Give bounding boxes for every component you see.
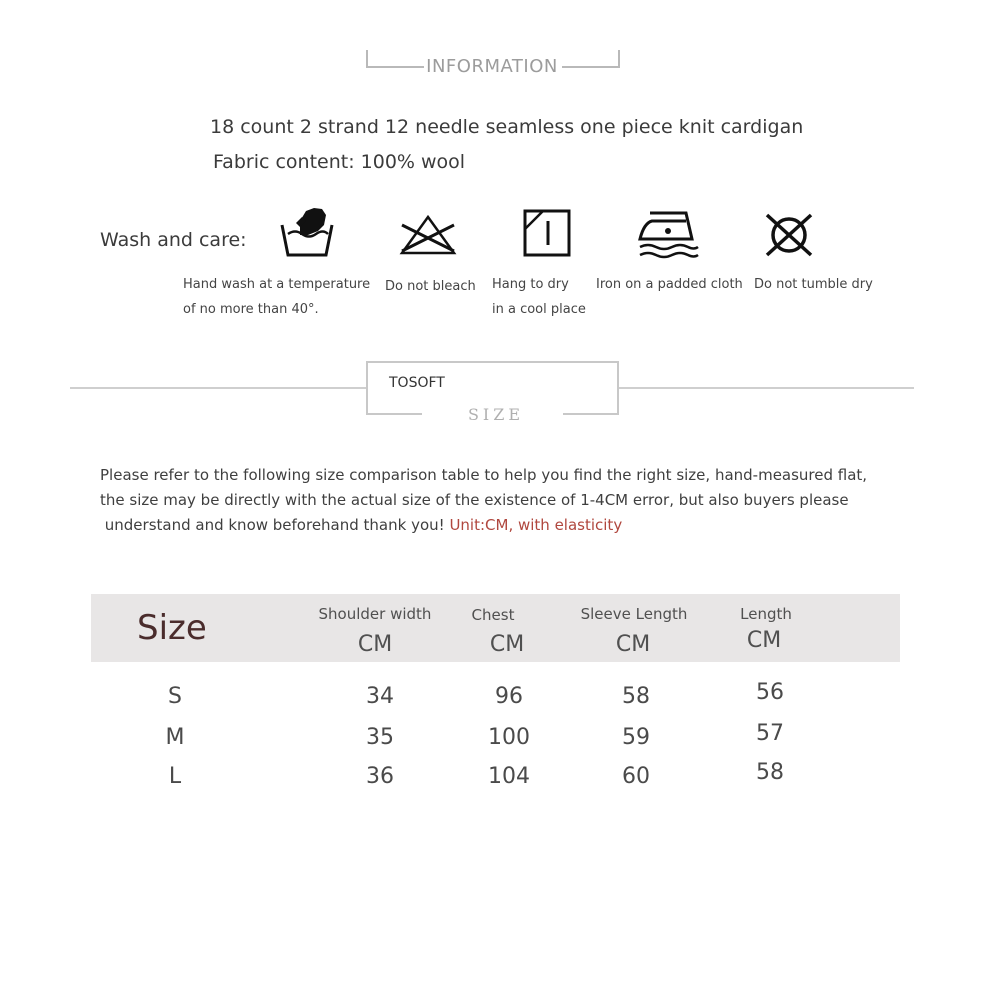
divider-left bbox=[70, 387, 366, 389]
hang-dry-icon bbox=[523, 209, 573, 259]
size-box-bottom-left bbox=[366, 413, 422, 415]
size-note-line-1: Please refer to the following size comparison table to help you find the right size, hand-measured flat, bbox=[100, 466, 868, 484]
fabric-content: Fabric content: 100% wool bbox=[213, 151, 466, 173]
column-unit-sleeve-length: CM bbox=[615, 632, 651, 657]
information-title: INFORMATION bbox=[426, 56, 558, 77]
row-size: S bbox=[168, 684, 182, 709]
column-unit-length: CM bbox=[746, 628, 782, 653]
row-shoulder-width: 34 bbox=[366, 684, 394, 709]
row-shoulder-width: 36 bbox=[366, 764, 394, 789]
column-header-chest: Chest bbox=[471, 606, 515, 624]
do-not-bleach-icon bbox=[398, 213, 458, 257]
size-box-bottom-right bbox=[563, 413, 617, 415]
size-note-line-3: understand and know beforehand thank you! Unit:CM, with elasticity bbox=[100, 516, 623, 534]
unit-note: Unit:CM, with elasticity bbox=[449, 516, 623, 534]
hand-wash-icon bbox=[278, 205, 336, 259]
row-sleeve-length: 59 bbox=[622, 725, 650, 750]
size-column-header: Size bbox=[137, 608, 207, 648]
care-caption-iron: Iron on a padded cloth bbox=[596, 277, 743, 292]
row-chest: 100 bbox=[488, 725, 530, 750]
row-length: 57 bbox=[756, 721, 784, 746]
wash-care-label: Wash and care: bbox=[100, 229, 247, 251]
product-description: 18 count 2 strand 12 needle seamless one piece knit cardigan bbox=[210, 116, 804, 138]
row-sleeve-length: 60 bbox=[622, 764, 650, 789]
information-bracket-right bbox=[562, 50, 620, 68]
row-length: 58 bbox=[756, 760, 784, 785]
size-section-title: SIZE bbox=[467, 405, 525, 424]
information-bracket-left bbox=[366, 50, 424, 68]
column-unit-shoulder-width: CM bbox=[357, 632, 393, 657]
row-shoulder-width: 35 bbox=[366, 725, 394, 750]
brand-name: TOSOFT bbox=[389, 375, 445, 391]
row-sleeve-length: 58 bbox=[622, 684, 650, 709]
column-header-length: Length bbox=[740, 605, 792, 623]
row-size: M bbox=[165, 725, 185, 750]
do-not-tumble-dry-icon bbox=[763, 211, 815, 259]
iron-icon bbox=[636, 209, 700, 261]
care-caption-hand-wash: Hand wash at a temperature of no more than 40°. bbox=[183, 277, 371, 317]
care-caption-tumble-dry: Do not tumble dry bbox=[754, 277, 873, 292]
row-length: 56 bbox=[756, 680, 784, 705]
row-chest: 104 bbox=[488, 764, 530, 789]
size-note-line-2: the size may be directly with the actual size of the existence of 1-4CM error, but also buyers please bbox=[100, 491, 849, 509]
column-header-sleeve-length: Sleeve Length bbox=[580, 605, 688, 623]
care-caption-hang-dry: Hang to dry in a cool place bbox=[492, 277, 586, 317]
row-size: L bbox=[168, 764, 182, 789]
row-chest: 96 bbox=[495, 684, 523, 709]
column-header-shoulder-width: Shoulder width bbox=[318, 605, 432, 623]
care-caption-bleach: Do not bleach bbox=[385, 279, 476, 294]
divider-right bbox=[617, 387, 914, 389]
column-unit-chest: CM bbox=[489, 632, 525, 657]
